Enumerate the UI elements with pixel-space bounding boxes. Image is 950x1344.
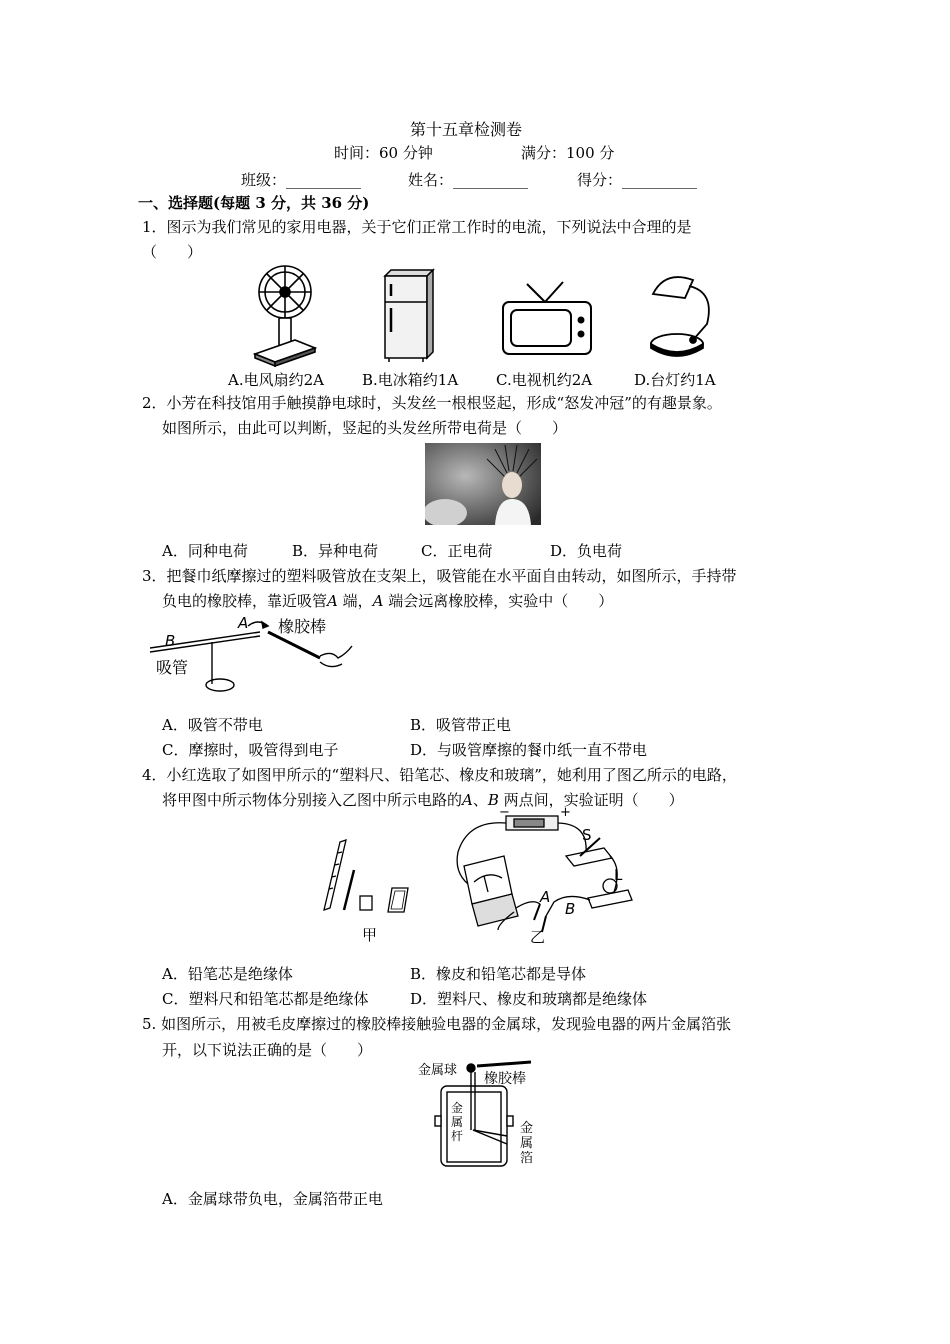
q2-option-b[interactable]: B．异种电荷	[292, 542, 379, 560]
q3-stem-line2: 负电的橡胶棒，靠近吸管A 端，A 端会远离橡胶棒，实验中（ ）	[162, 592, 614, 610]
exam-time: 时间：60 分钟	[334, 144, 433, 162]
q1-option-d[interactable]: D.台灯约1A	[634, 371, 716, 389]
full-score: 满分：100 分	[521, 144, 615, 162]
television-icon	[503, 282, 591, 354]
q3-option-a[interactable]: A．吸管不带电	[162, 716, 263, 734]
q3-option-b[interactable]: B．吸管带正电	[410, 716, 512, 734]
refrigerator-icon	[385, 270, 433, 362]
q4-battery-plus: +	[560, 805, 571, 820]
q3-stem-line1: 3．把餐巾纸摩擦过的塑料吸管放在支架上，吸管能在水平面自由转动，如图所示，手持带	[142, 567, 737, 585]
q2-option-a[interactable]: A．同种电荷	[162, 542, 248, 560]
q1-stem-line1: 1．图示为我们常见的家用电器，关于它们正常工作时的电流，下列说法中合理的是	[142, 218, 692, 236]
q2-stem-line2: 如图所示，由此可以判断，竖起的头发丝所带电荷是（ ）	[162, 419, 568, 437]
q3-option-d[interactable]: D．与吸管摩擦的餐巾纸一直不带电	[410, 741, 648, 759]
q1-option-b[interactable]: B.电冰箱约1A	[362, 371, 459, 389]
q3-option-c[interactable]: C．摩擦时，吸管得到电子	[162, 741, 339, 759]
name-field[interactable]: 姓名：__________	[408, 171, 529, 189]
q5-label-foil: 金 属 箔	[520, 1121, 534, 1166]
q4-label-switch: S	[582, 826, 592, 844]
q4-label-b: B	[565, 900, 576, 918]
q4-label-lamp: L	[614, 866, 623, 884]
q3-straw-figure	[150, 612, 365, 694]
score-field[interactable]: 得分：__________	[577, 171, 698, 189]
q5-label-shaft: 金 属 杆	[451, 1101, 464, 1143]
q1-option-a[interactable]: A.电风扇约2A	[228, 371, 324, 389]
q2-option-c[interactable]: C．正电荷	[421, 542, 493, 560]
q4-battery-minus: −	[499, 805, 510, 820]
q1-option-c[interactable]: C.电视机约2A	[496, 371, 593, 389]
q3-label-a: A	[238, 614, 249, 632]
q3-label-b: B	[165, 632, 176, 650]
q4-label-jia: 甲	[362, 926, 378, 944]
q4-label-a: A	[540, 888, 551, 906]
q5-label-ball: 金属球	[418, 1063, 458, 1078]
q4-option-d[interactable]: D．塑料尺、橡皮和玻璃都是绝缘体	[410, 990, 648, 1008]
q5-option-a[interactable]: A．金属球带负电，金属箔带正电	[162, 1190, 383, 1208]
q5-stem-line2: 开，以下说法正确的是（ ）	[162, 1041, 373, 1059]
page-title: 第十五章检测卷	[410, 120, 523, 139]
q2-stem-line1: 2．小芳在科技馆用手触摸静电球时，头发丝一根根竖起，形成“怒发冲冠”的有趣景象。	[142, 394, 722, 412]
q4-option-c[interactable]: C．塑料尺和铅笔芯都是绝缘体	[162, 990, 369, 1008]
q4-label-yi: 乙	[530, 928, 546, 946]
static-ball-photo	[425, 443, 541, 525]
section-heading: 一、选择题(每题 3 分，共 36 分)	[138, 194, 370, 212]
q5-stem-line1: 5. 如图所示，用被毛皮摩擦过的橡胶棒接触验电器的金属球，发现验电器的两片金属箔张	[142, 1015, 732, 1033]
electric-fan-icon	[255, 266, 315, 366]
q2-option-d[interactable]: D．负电荷	[550, 542, 623, 560]
q4-option-a[interactable]: A．铅笔芯是绝缘体	[162, 965, 293, 983]
q4-option-b[interactable]: B．橡皮和铅笔芯都是导体	[410, 965, 587, 983]
class-field[interactable]: 班级：__________	[241, 171, 362, 189]
q4-stem-line1: 4．小红选取了如图甲所示的“塑料尺、铅笔芯、橡皮和玻璃”，她利用了图乙所示的电路，	[142, 766, 737, 784]
q3-label-straw: 吸管	[156, 658, 189, 677]
desk-lamp-icon	[651, 277, 709, 356]
q4-stem-line2: 将甲图中所示物体分别接入乙图中所示电路的A、B 两点间，实验证明（ ）	[162, 791, 684, 809]
q5-label-rod: 橡胶棒	[484, 1071, 526, 1087]
q1-stem-line2: （ ）	[142, 243, 203, 261]
q3-label-rod: 橡胶棒	[278, 617, 327, 636]
q1-appliances-figure	[245, 262, 725, 372]
